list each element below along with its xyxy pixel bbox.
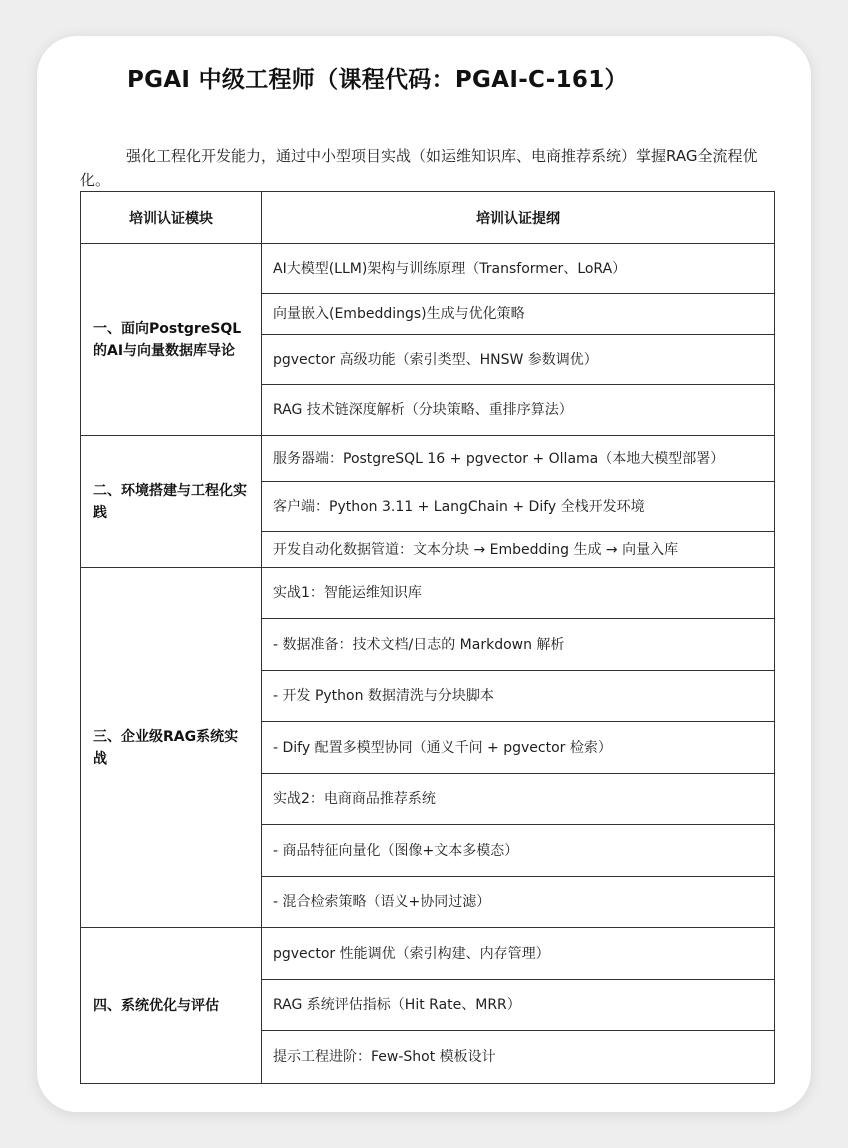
outline-item: 开发自动化数据管道：文本分块 → Embedding 生成 → 向量入库 [262, 532, 775, 568]
module-name: 四、系统优化与评估 [81, 928, 262, 1084]
outline-item: 实战1：智能运维知识库 [262, 568, 775, 619]
header-module: 培训认证模块 [81, 192, 262, 244]
outline-item: 提示工程进阶：Few-Shot 模板设计 [262, 1031, 775, 1084]
module-name: 三、企业级RAG系统实战 [81, 568, 262, 928]
outline-item: 向量嵌入(Embeddings)生成与优化策略 [262, 294, 775, 335]
outline-item: pgvector 高级功能（索引类型、HNSW 参数调优） [262, 335, 775, 385]
module-name: 一、面向PostgreSQL的AI与向量数据库导论 [81, 244, 262, 436]
course-outline-table [80, 191, 775, 1084]
intro-paragraph: 强化工程化开发能力，通过中小型项目实战（如运维知识库、电商推荐系统）掌握RAG全流程优化。 [80, 147, 758, 189]
outline-item: 客户端：Python 3.11 + LangChain + Dify 全栈开发环境 [262, 482, 775, 532]
outline-item: AI大模型(LLM)架构与训练原理（Transformer、LoRA） [262, 244, 775, 294]
outline-item: - 数据准备：技术文档/日志的 Markdown 解析 [262, 619, 775, 671]
outline-item: - 混合检索策略（语义+协同过滤） [262, 877, 775, 928]
table-header-row [81, 192, 775, 244]
outline-item: - 商品特征向量化（图像+文本多模态） [262, 825, 775, 877]
outline-item: 服务器端：PostgreSQL 16 + pgvector + Ollama（本地大模型部署） [262, 436, 775, 482]
header-outline: 培训认证提纲 [262, 192, 775, 244]
outline-item: pgvector 性能调优（索引构建、内存管理） [262, 928, 775, 980]
outline-item: RAG 系统评估指标（Hit Rate、MRR） [262, 980, 775, 1031]
table-row [81, 928, 775, 980]
table-row [81, 244, 775, 294]
module-name: 二、环境搭建与工程化实践 [81, 436, 262, 568]
outline-item: - Dify 配置多模型协同（通义千问 + pgvector 检索） [262, 722, 775, 774]
outline-item: 实战2：电商商品推荐系统 [262, 774, 775, 825]
table-row [81, 436, 775, 482]
outline-item: RAG 技术链深度解析（分块策略、重排序算法） [262, 385, 775, 436]
page-title: PGAI 中级工程师（课程代码：PGAI-C-161） [127, 67, 628, 93]
outline-item: - 开发 Python 数据清洗与分块脚本 [262, 671, 775, 722]
table-row [81, 568, 775, 619]
